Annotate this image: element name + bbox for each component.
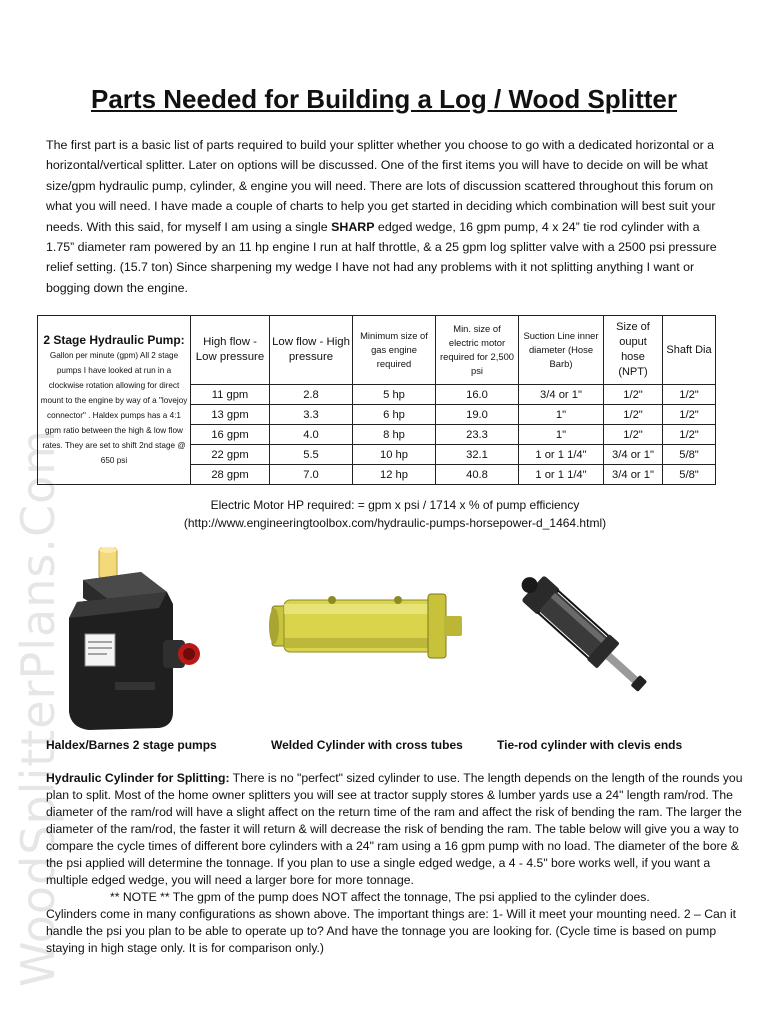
- table-cell: 10 hp: [353, 445, 436, 465]
- header-output-hose: Size of ouput hose (NPT): [604, 316, 663, 385]
- caption-welded: Welded Cylinder with cross tubes: [271, 738, 463, 752]
- caption-tierod: Tie-rod cylinder with clevis ends: [497, 738, 683, 752]
- table-cell: 5 hp: [353, 385, 436, 405]
- header-high-flow: High flow - Low pressure: [191, 316, 270, 385]
- table-cell: 1/2": [663, 405, 716, 425]
- reference-link[interactable]: (http://www.engineeringtoolbox.com/hydraulic-pumps-horsepower-d_1464.html): [183, 516, 607, 530]
- pump-note: Gallon per minute (gpm) All 2 stage pumps I have looked at run in a clockwise rotation allowing for direct mount to the engine by way of a "lovejoy connector" . Haldex pumps has a 4:1 gpm ratio between the high & low flow rates. They are set to shift 2nd stage @ 650 psi: [40, 351, 188, 465]
- intro-bold-word: SHARP: [331, 219, 375, 234]
- table-cell: 3/4 or 1": [604, 465, 663, 485]
- table-cell: 1/2": [663, 425, 716, 445]
- table-cell: 1/2": [604, 405, 663, 425]
- table-cell: 16 gpm: [191, 425, 270, 445]
- cylinder-paragraph: [46, 770, 744, 889]
- table-cell: 5.5: [270, 445, 353, 465]
- hydraulic-pump-image: [55, 542, 215, 732]
- table-cell: 11 gpm: [191, 385, 270, 405]
- header-low-flow: Low flow - High pressure: [270, 316, 353, 385]
- table-cell: 13 gpm: [191, 405, 270, 425]
- note-line: ** NOTE ** The gpm of the pump does NOT affect the tonnage, The psi applied to the cylinder does.: [110, 890, 650, 904]
- header-electric-motor: Min. size of electric motor required for 2,500 psi: [436, 316, 519, 385]
- table-cell: 6 hp: [353, 405, 436, 425]
- table-cell: 1": [519, 425, 604, 445]
- table-cell: 28 gpm: [191, 465, 270, 485]
- section-body: There is no "perfect" sized cylinder to use. The length depends on the length of the rounds you plan to split. Most of the home owner splitters you will see at tractor supply stores & lumber yards use a 24" length ram/rod. The diameter of the ram/rod will have a slight affect on the return time of the ram and affect the risk of bending the ram. The larger the diameter of the ram/rod, the faster it will return & will decrease the risk of bending the ram. The table below will give you a way to compare the cycle times of different bore cylinders with a 24" ram using a 16 gpm pump with no load. The diameter of the bore & the psi applied will determine the tonnage. If you plan to use a single edged wedge, a 4 - 4.5" bore works well, if you want a multiple edged wedge, you will need a larger bore for more tonnage.: [46, 771, 743, 887]
- table-cell: 5/8": [663, 465, 716, 485]
- table-cell: 1/2": [604, 385, 663, 405]
- table-cell: 1 or 1 1/4": [519, 465, 604, 485]
- cylinder-configurations-paragraph: Cylinders come in many configurations as shown above. The important things are: 1- Will it meet your mounting need. 2 – Can it handle the psi you plan to be able to operate up to? And have the tonnage you are looking for. (Cycle time is based on pump staying in high stage only. It is for comparison only.): [46, 907, 737, 955]
- motor-hp-formula: Electric Motor HP required: = gpm x psi / 1714 x % of pump efficiency: [210, 498, 580, 512]
- cylinder-section: [46, 770, 744, 957]
- table-cell: 4.0: [270, 425, 353, 445]
- table-cell: 16.0: [436, 385, 519, 405]
- pump-title: 2 Stage Hydraulic Pump:: [43, 333, 185, 347]
- intro-text-1: The first part is a basic list of parts required to build your splitter whether you choose to go with a dedicated horizontal or a horizontal/vertical splitter. Later on options will be discussed. One of the first items you will have to decide on will be what size/gpm hydraulic pump, cylinder, & engine you will need. There are lots of discussion scattered throughout this forum on what you will need. I have made a couple of charts to help you get started in deciding which combination will best suit your needs. With this said, for myself I am using a single: [46, 138, 716, 234]
- table-cell: 1/2": [604, 425, 663, 445]
- header-gas-engine: Minimum size of gas engine required: [353, 316, 436, 385]
- pump-description-cell: [38, 316, 191, 485]
- table-cell: 8 hp: [353, 425, 436, 445]
- section-heading: Hydraulic Cylinder for Splitting:: [46, 771, 230, 785]
- welded-cylinder-image: [268, 588, 466, 664]
- table-cell: 7.0: [270, 465, 353, 485]
- table-cell: 12 hp: [353, 465, 436, 485]
- page-title: Parts Needed for Building a Log / Wood Splitter: [91, 84, 677, 114]
- table-cell: 1/2": [663, 385, 716, 405]
- table-cell: 32.1: [436, 445, 519, 465]
- table-cell: 1": [519, 405, 604, 425]
- table-cell: 23.3: [436, 425, 519, 445]
- table-cell: 40.8: [436, 465, 519, 485]
- header-suction-line: Suction Line inner diameter (Hose Barb): [519, 316, 604, 385]
- tie-rod-cylinder-image: [498, 550, 658, 710]
- header-shaft-dia: Shaft Dia: [663, 316, 716, 385]
- table-cell: 1 or 1 1/4": [519, 445, 604, 465]
- table-cell: 3/4 or 1": [604, 445, 663, 465]
- pump-spec-table: [37, 315, 716, 485]
- table-cell: 3/4 or 1": [519, 385, 604, 405]
- intro-text-2: edged wedge, 16 gpm pump, 4 x 24” tie rod cylinder with a 1.75” diameter ram powered by an 11 hp engine I run at half throttle, & a 25 gpm log splitter valve with a 2500 psi pressure relief setting. (15.7 ton) Since sharpening my wedge I have not had any problems with it not splitting anything I want or bogging down the engine.: [46, 219, 717, 295]
- table-cell: 3.3: [270, 405, 353, 425]
- table-header-row: [38, 316, 716, 385]
- table-cell: 19.0: [436, 405, 519, 425]
- table-cell: 22 gpm: [191, 445, 270, 465]
- table-cell: 5/8": [663, 445, 716, 465]
- table-cell: 2.8: [270, 385, 353, 405]
- intro-paragraph: [46, 135, 722, 298]
- caption-pump: Haldex/Barnes 2 stage pumps: [46, 738, 217, 752]
- watermark-text: WoodSplitterPlans.Com: [11, 428, 65, 987]
